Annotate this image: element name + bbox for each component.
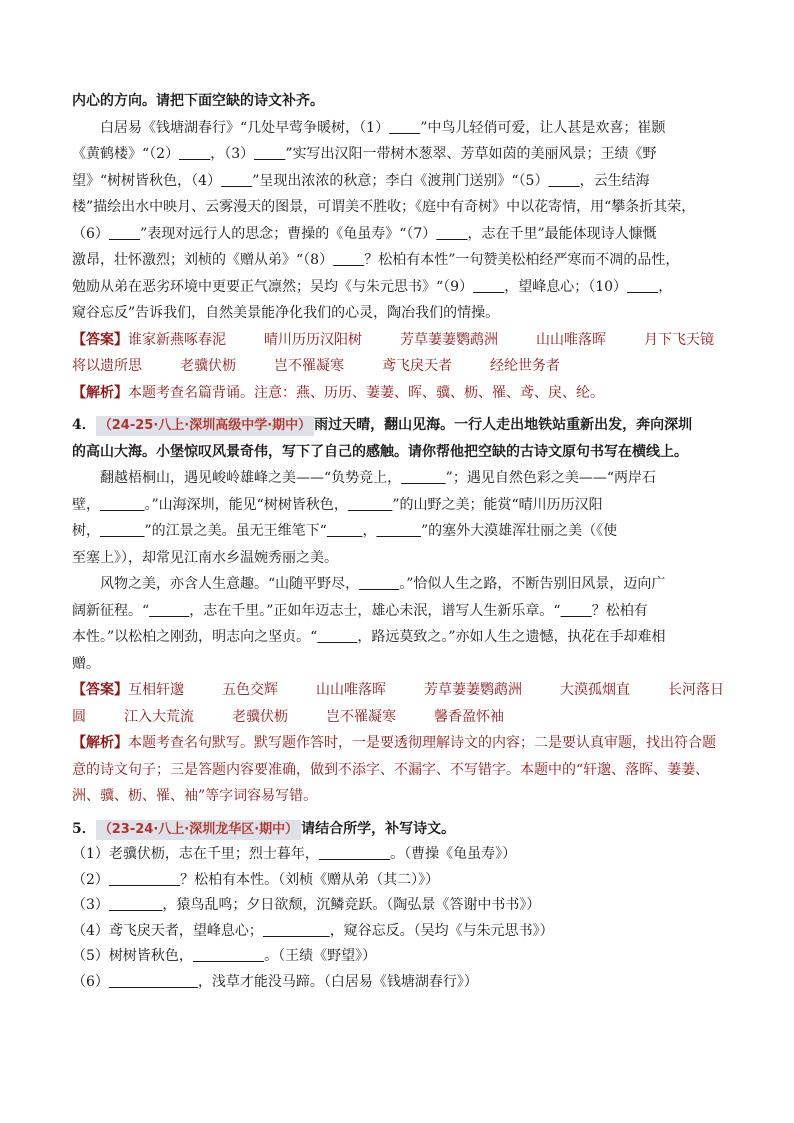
answer-item: 芳草萋萋鹦鹉洲 — [400, 331, 498, 348]
question-number: 4． — [72, 417, 96, 433]
q4-analysis: 【解析】本题考查名句默写。默写题作答时，一是要透彻理解诗文的内容；二是要认真审题，找出符合题 意的诗文句子；三是答题内容要准确，做到不添字、不漏字、不写错字。本题中的“轩邈、落晖、萋萋、 洲、骥、枥、罹、袖”等字词容易写错。 — [72, 735, 716, 804]
intro-tail: 内心的方向。请把下面空缺的诗文补齐。 — [72, 93, 324, 109]
blank-6[interactable] — [109, 226, 140, 242]
answer-item: 老骥伏枥 — [180, 358, 236, 374]
blank[interactable] — [359, 576, 399, 592]
analysis-tag: 【解析】 — [72, 384, 128, 401]
answer-item: 山山唯落晖 — [316, 682, 386, 698]
fill-item: （1）老骥伏枥，志在千里；烈士暮年， 。（曹操《龟虽寿》） — [72, 846, 517, 862]
blank[interactable] — [376, 523, 421, 539]
question-4: 4． （24-25·八上·深圳高级中学·期中） 雨过天晴，翻山见海。一行人走出地铁站重新出发，奔向深圳 的高山大海。小堡惊叹风景奇伟，写下了自己的感触。请你帮他把空缺的古诗文原句书写在横线上。 翻越梧桐山，遇见峻岭雄峰之美——“负势竞上， ”；遇见自然色彩之美——“两岸石 壁， 。”山海深圳，能见“树树皆秋色， ”的山野之美；能赏“晴川历历汉阳 树， ”的江景之美。虽无王维笔下“ ， ”的塞外大漠雄浑壮丽之美（《使 至塞上》），却常见江南水乡温婉秀丽之美。 风物之美，亦含人生意趣。“山随平野尽， 。”恰似人生之路，不断告别旧风景，迈向广 阔新征程。“ ，志在千里。”正如年迈志士，雄心未泯，谱写人生新乐章。“ ？松柏有 本性。”以松柏之刚劲，明志向之坚贞。“ ，路远莫致之。”亦如人生之遗憾，执花在手却难相 赠。 — [72, 417, 693, 672]
answer-item: 晴川历历汉阳树 — [264, 331, 362, 348]
page-content — [72, 88, 732, 995]
blank[interactable] — [100, 497, 145, 513]
q3-answer — [72, 327, 732, 354]
blank-8[interactable] — [333, 252, 364, 268]
blank[interactable] — [401, 470, 446, 486]
blank[interactable] — [317, 629, 357, 645]
q4-answer-row2 — [72, 704, 732, 731]
blank-3[interactable] — [254, 146, 285, 162]
q3-passage: 白居易《钱塘湖春行》“几处早莺争暖树，（1） ”中鸟儿轻俏可爱，让人甚是欢喜；崔颢 《黄鹤楼》“（2） ，（3） ”实写出汉阳一带树木葱翠、芳草如茵的美丽风景；王绩《野 望》“树树皆秋色，（4） ”呈现出浓浓的秋意；李白《渡荆门送别》“（5） ，云生结海 楼”描绘出水中映月、云雾漫天的图景，可谓美不胜收；《庭中有奇树》中以花寄情，用“攀条折其荣， （6） ”表现对远行人的思念；曹操的《龟虽寿》“（7） ，志在千里”最能体现诗人慷慨 激昂，壮怀激烈；刘桢的《赠从弟》“（8） ？松柏有本性”一句赞美松柏经严寒而不凋的品性， 勉励从弟在恶劣环境中更要正气凛然；吴均《与朱元思书》“（9） ，望峰息心；（10） ， 窥谷忘反”告诉我们，自然美景能净化我们的心灵，陶冶我们的情操。 — [72, 119, 696, 321]
fill-item: （5）树树皆秋色， 。（王绩《野望》） — [72, 948, 377, 964]
blank-2[interactable] — [179, 146, 210, 162]
blank[interactable] — [149, 603, 189, 619]
answer-item: 老骥伏枥 — [232, 708, 288, 725]
answer-item: 将以遗所思 — [72, 358, 142, 374]
fill-item: （2） ？松柏有本性。（刘桢《赠从弟（其二）》） — [72, 871, 440, 888]
blank[interactable] — [348, 497, 393, 513]
answer-item: 长河落日 — [668, 682, 724, 698]
q3-answer-row2 — [72, 353, 732, 380]
question-number: 5． — [72, 820, 96, 837]
answer-item: 月下飞天镜 — [644, 331, 714, 348]
blank[interactable] — [561, 603, 592, 619]
q4-answer — [72, 677, 732, 704]
blank-5[interactable] — [548, 173, 579, 189]
q3-analysis: 【解析】本题考查名篇背诵。注意：燕、历历、萋萋、晖、骥、枥、罹、鸢、戾、纶。 — [72, 384, 604, 401]
blank-7[interactable] — [436, 226, 467, 242]
blank[interactable] — [100, 523, 145, 539]
answer-item: 岂不罹凝寒 — [274, 358, 344, 374]
fill-item: （4）鸢飞戾天者，望峰息心； ，窥谷忘反。（吴均《与朱元思书》） — [72, 922, 554, 939]
question-5: 5． （23-24·八上·深圳龙华区·期中） 请结合所学，补写诗文。 （1）老骥伏枥，志在千里；烈士暮年， 。（曹操《龟虽寿》） （2） ？松柏有本性。（刘桢《赠从弟（其二）》） （3） ，猿鸟乱鸣；夕日欲颓，沉鳞竞跃。（陶弘景《答谢中书书》） （4）鸢飞戾天者，望峰息心； ，窥谷忘反。（吴均《与朱元思书》） （5）树树皆秋色， 。（王绩《野望》） （6） ，浅草才能没马蹄。（白居易《钱塘湖春行》） — [72, 816, 732, 996]
blank[interactable] — [109, 897, 162, 913]
blank[interactable] — [193, 948, 264, 964]
answer-item: 岂不罹凝寒 — [326, 708, 396, 725]
answer-item: 大漠孤烟直 — [560, 682, 630, 698]
answer-item: 谁家新燕啄春泥 — [128, 331, 226, 348]
answer-item: 互相轩邈 — [128, 682, 184, 698]
blank-1[interactable] — [389, 120, 420, 136]
blank[interactable] — [319, 846, 390, 862]
blank[interactable] — [327, 523, 363, 539]
answer-tag: 【答案】 — [72, 331, 128, 348]
answer-item: 馨香盈怀袖 — [434, 708, 504, 725]
blank-10[interactable] — [627, 279, 658, 295]
blank[interactable] — [263, 923, 330, 939]
fill-item: （6） ，浅草才能没马蹄。（白居易《钱塘湖春行》） — [72, 973, 478, 990]
answer-item: 圆 — [72, 708, 86, 725]
fill-item: （3） ，猿鸟乱鸣；夕日欲颓，沉鳞竞跃。（陶弘景《答谢中书书》） — [72, 897, 541, 913]
source-badge: （23-24·八上·深圳龙华区·期中） — [96, 820, 301, 840]
answer-tag: 【答案】 — [72, 682, 128, 698]
answer-item: 山山唯落晖 — [536, 331, 606, 348]
blank-9[interactable] — [473, 279, 504, 295]
answer-item: 经纶世务者 — [490, 358, 560, 374]
blank[interactable] — [109, 872, 180, 888]
answer-item: 芳草萋萋鹦鹉洲 — [424, 682, 522, 698]
analysis-tag: 【解析】 — [72, 735, 128, 751]
blank[interactable] — [109, 974, 198, 990]
answer-item: 五色交辉 — [222, 682, 278, 698]
answer-item: 鸢飞戾天者 — [382, 358, 452, 374]
blank-4[interactable] — [221, 173, 252, 189]
source-badge: （24-25·八上·深圳高级中学·期中） — [96, 416, 314, 436]
answer-item: 江入大荒流 — [124, 708, 194, 725]
